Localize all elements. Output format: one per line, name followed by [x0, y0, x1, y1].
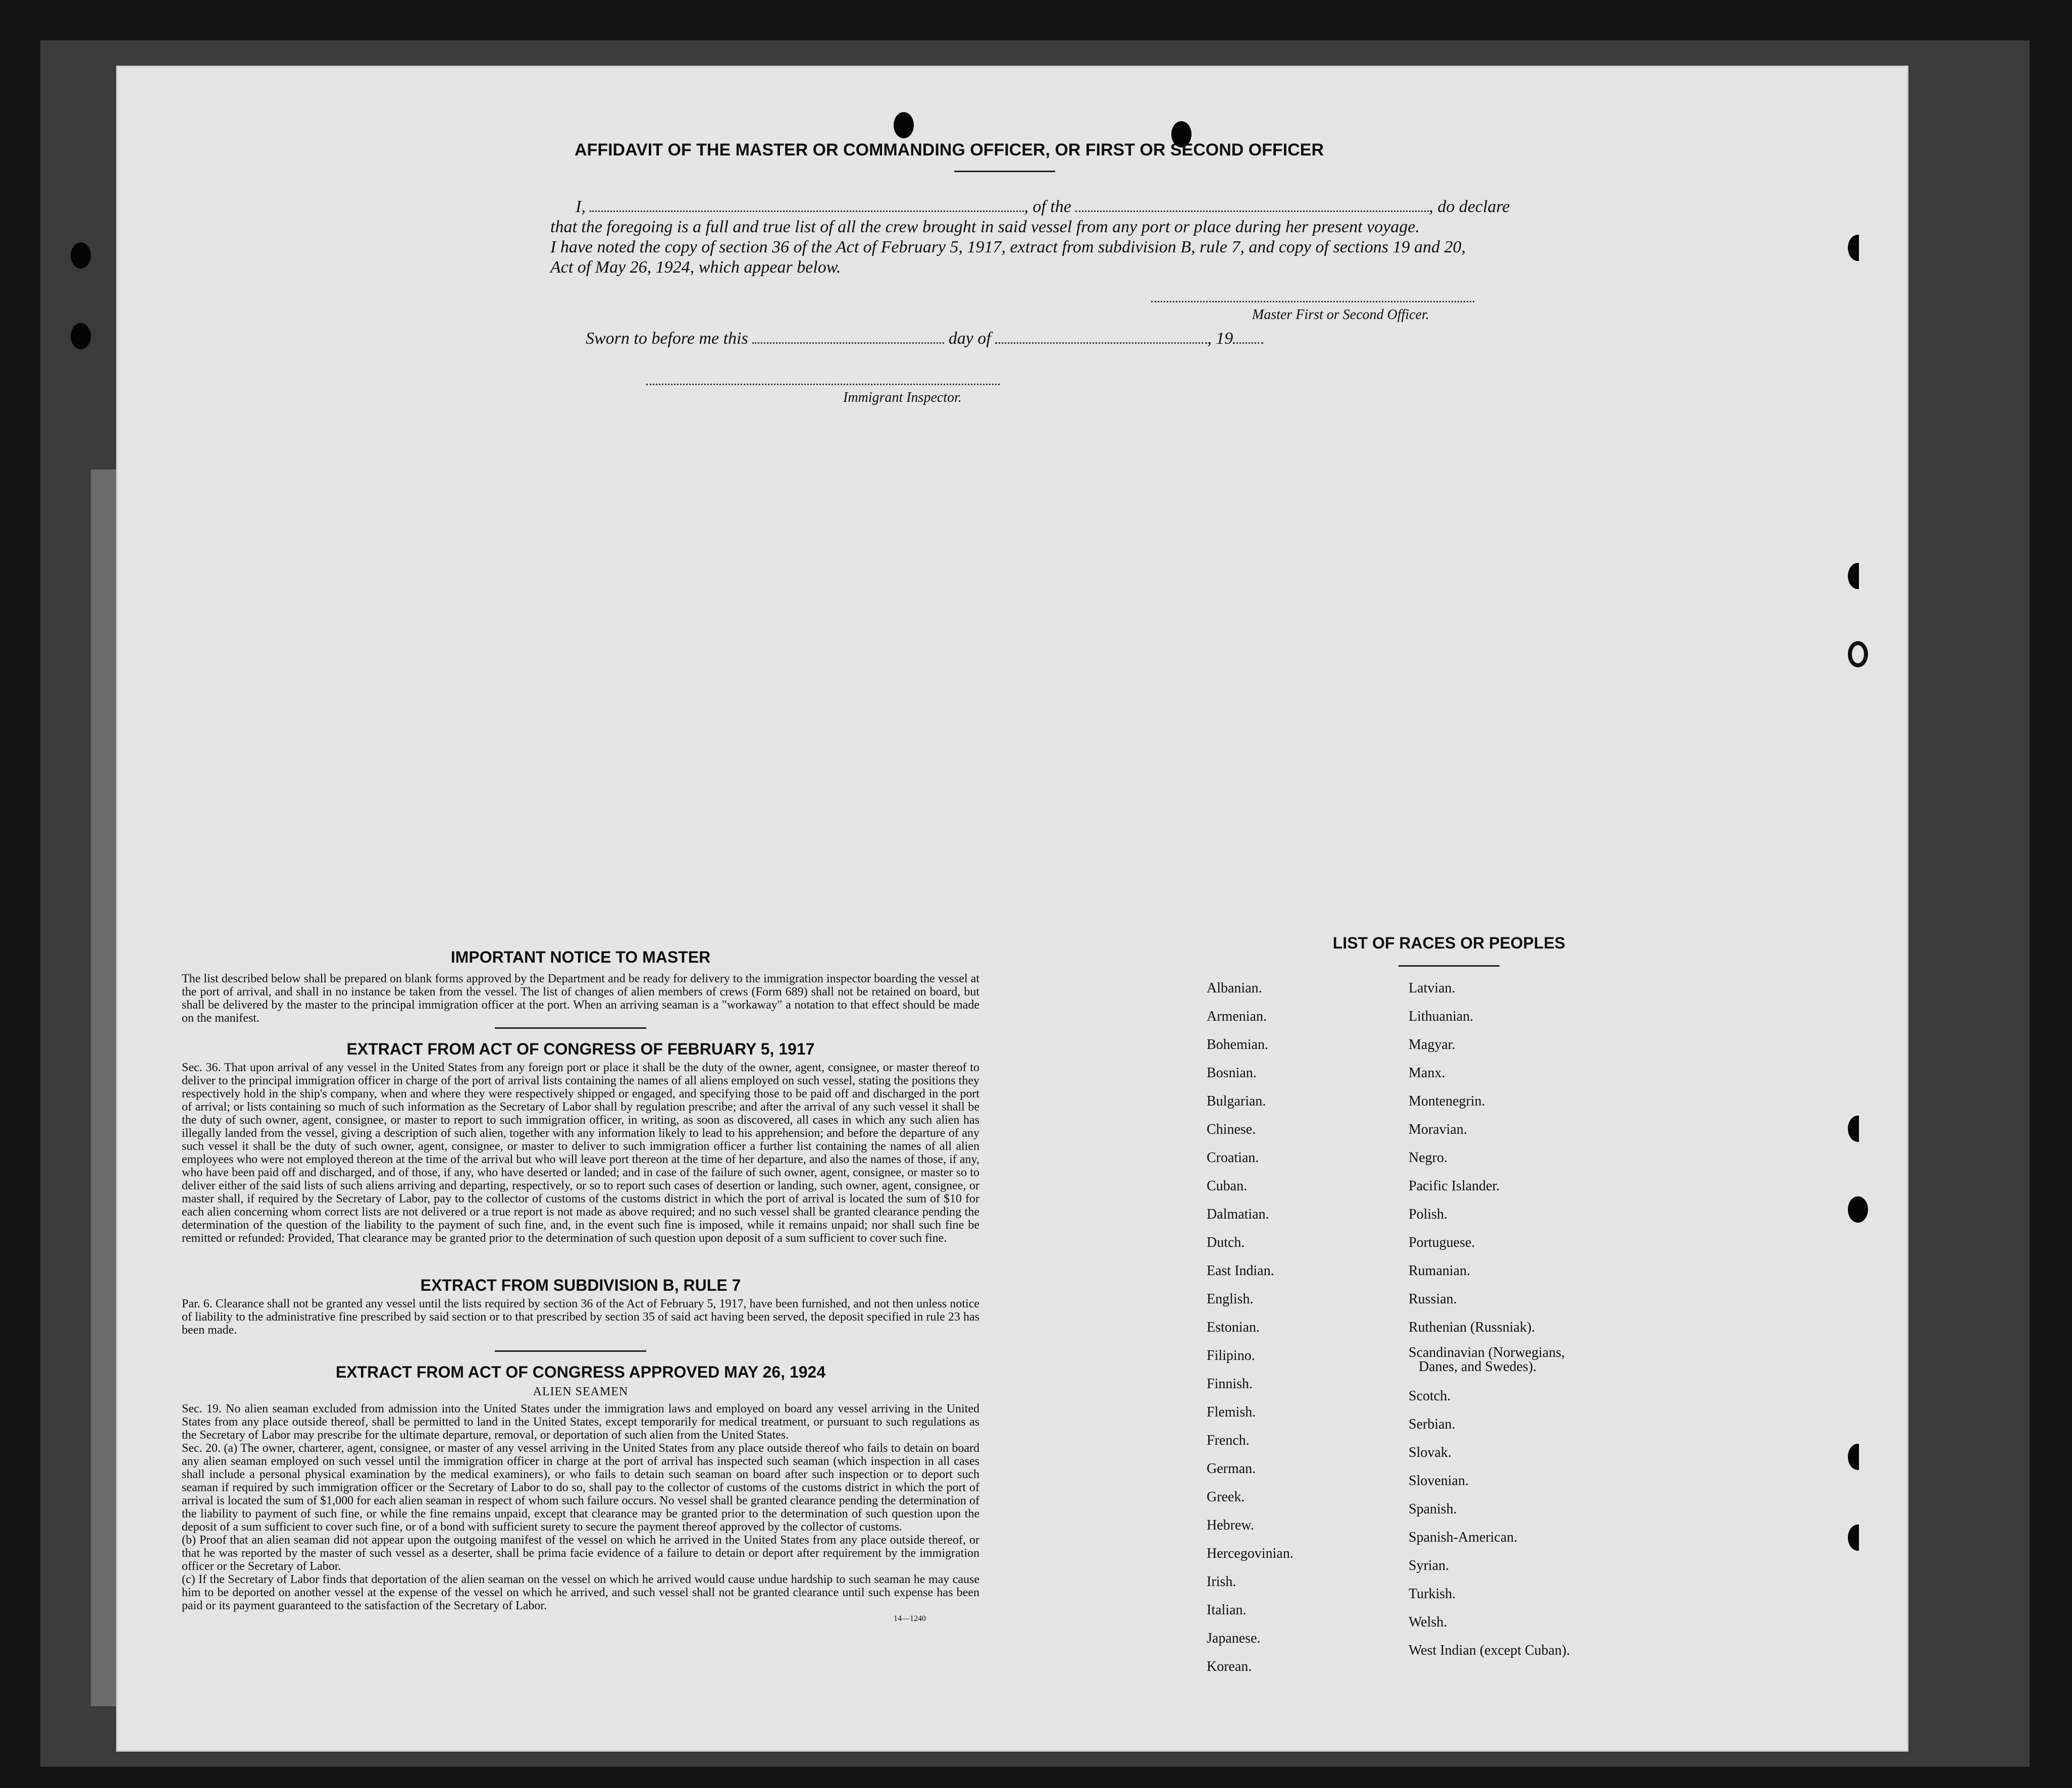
declarant-prefix: I, — [576, 197, 586, 216]
race-item: Syrian. — [1409, 1558, 1449, 1573]
race-item: Greek. — [1207, 1489, 1245, 1505]
race-item: Slovak. — [1409, 1445, 1452, 1460]
affidavit-text — [550, 197, 1631, 278]
notice-title: IMPORTANT NOTICE TO MASTER — [450, 948, 711, 966]
extract-1924-body — [182, 1402, 979, 1612]
sworn-line — [586, 329, 1263, 348]
race-item: Cuban. — [1207, 1178, 1248, 1194]
year-prefix-text: , 19 — [1207, 329, 1233, 348]
affidavit-line-3: I have noted the copy of section 36 of the Act of February 5, 1917, extract from subdivision B, rule 7, and copy of sections 19 and 20, — [550, 238, 1466, 256]
race-item: Moravian. — [1409, 1122, 1467, 1137]
race-item: Spanish. — [1409, 1501, 1457, 1517]
race-item: Bohemian. — [1207, 1037, 1269, 1053]
race-item: Lithuanian. — [1409, 1009, 1474, 1024]
declarant-name-field[interactable] — [590, 211, 1024, 212]
divider — [495, 1027, 646, 1029]
punch-hole — [1848, 563, 1868, 589]
race-item: Finnish. — [1207, 1376, 1253, 1392]
race-item: Estonian. — [1207, 1320, 1260, 1335]
race-item: West Indian (except Cuban). — [1409, 1643, 1570, 1658]
race-item: Armenian. — [1207, 1009, 1267, 1024]
notice-body: The list described below shall be prepared on blank forms approved by the Department and be ready for delivery to the immigration inspector boarding the vessel at the port of arrival, and shall in no instance be taken from the vessel. The list of changes of alien members of crews (Form 689) shall not be retained on board, but shall be delivered by the master to the principal immigration officer at the port. When an arriving seaman is a "workaway" a notation to that effect should be made on the manifest. — [182, 972, 979, 1025]
race-item: Danes, and Swedes). — [1419, 1359, 1537, 1375]
race-item: English. — [1207, 1291, 1254, 1307]
race-item: Turkish. — [1409, 1586, 1456, 1602]
races-column-2 — [1409, 974, 1570, 1665]
extract-1924-subtitle: ALIEN SEAMEN — [533, 1385, 629, 1398]
extract-1924-title: EXTRACT FROM ACT OF CONGRESS APPROVED MAY 26, 1924 — [335, 1363, 826, 1381]
race-item: Filipino. — [1207, 1348, 1255, 1363]
race-item: Manx. — [1409, 1065, 1445, 1081]
affidavit-line-2: that the foregoing is a full and true list of all the crew brought in said vessel from any port or place during her present voyage. — [550, 218, 1420, 236]
section-20a: Sec. 20. (a) The owner, charterer, agent, consignee, or master of any vessel arriving in the United States from any place outside thereof who fails to detain on board any alien seaman employed on such vessel until the immigration officer in charge at the port of arrival has inspected such seaman (which inspection in all cases shall include a personal physical examination by the medical examiners), or who fails to detain such seaman on board after such inspection or to deport such seaman if required by such immigration officer or the Secretary of Labor to do so, shall pay to the collector of customs of the customs district in which the port of arrival is located the sum of $1,000 for each alien seaman in respect of whom such failure occurs. No vessel shall be granted clearance pending the determination of the liability to payment of such fine, or while the fine remains unpaid, except that clearance may be granted prior to the determination of such question upon the deposit of a sum sufficient to cover such fine, or of a bond with sufficient surety to secure the payment thereof approved by the collector of customs. — [182, 1442, 979, 1534]
race-item: Hercegovinian. — [1207, 1546, 1293, 1561]
punch-hole — [894, 112, 914, 138]
section-20c: (c) If the Secretary of Labor finds that deportation of the alien seaman on the vessel on which he arrived would cause undue hardship to such seaman he may cause him to be deported on another vessel at the expense of the vessel on which he arrived, and such vessel shall not be granted clearance until such expense has been paid or its payment guaranteed to the satisfaction of the Secretary of Labor. — [182, 1573, 979, 1612]
race-item: Russian. — [1409, 1291, 1457, 1307]
sworn-day-field[interactable] — [752, 342, 944, 344]
extract-1917-title: EXTRACT FROM ACT OF CONGRESS OF FEBRUARY 5, 1917 — [346, 1040, 815, 1058]
inspector-signature-line[interactable] — [646, 384, 1000, 385]
divider — [495, 1350, 646, 1352]
race-item: Latvian. — [1409, 980, 1456, 996]
race-item: Korean. — [1207, 1659, 1252, 1674]
race-item: French. — [1207, 1433, 1250, 1448]
form-number: 14—1240 — [894, 1614, 926, 1623]
race-item: Japanese. — [1207, 1631, 1261, 1646]
races-title: LIST OF RACES OR PEOPLES — [1332, 934, 1566, 952]
race-item: East Indian. — [1207, 1263, 1274, 1279]
document-page — [116, 66, 1908, 1752]
of-the-text: , of the — [1024, 197, 1071, 216]
inspector-signature-label: Immigrant Inspector. — [843, 390, 962, 405]
sworn-text: Sworn to before me this — [586, 329, 748, 348]
race-item: Dalmatian. — [1207, 1206, 1269, 1222]
do-declare-text: , do declare — [1429, 197, 1510, 216]
races-column-1 — [1207, 974, 1293, 1681]
punch-hole — [1848, 1116, 1868, 1142]
race-item: Scandinavian (Norwegians, — [1409, 1345, 1565, 1360]
punch-hole — [1848, 641, 1868, 667]
punch-hole — [71, 323, 91, 349]
section-19: Sec. 19. No alien seaman excluded from admission into the United States under the immigration laws and employed on board any vessel arriving in the United States from any place outside thereof, shall be permitted to land in the United States, except temporarily for medical treatment, or pursuant to such regulations as the Secretary of Labor may prescribe for the ultimate departure, removal, or deportation of such alien from the United States. — [182, 1402, 979, 1442]
race-item: Rumanian. — [1409, 1263, 1471, 1279]
race-item: Pacific Islander. — [1409, 1178, 1500, 1194]
race-item: Negro. — [1409, 1150, 1447, 1166]
race-item: Dutch. — [1207, 1235, 1245, 1250]
race-item: Chinese. — [1207, 1122, 1256, 1137]
affidavit-line-4: Act of May 26, 1924, which appear below. — [550, 258, 841, 277]
punch-hole — [1848, 1524, 1868, 1551]
punch-hole — [1848, 1196, 1868, 1223]
vessel-name-field[interactable] — [1075, 211, 1429, 212]
punch-hole — [1848, 1444, 1868, 1470]
master-signature-line[interactable] — [1151, 301, 1474, 302]
sworn-month-field[interactable] — [995, 342, 1207, 344]
affidavit-line-1 — [550, 197, 1631, 217]
race-item: Bosnian. — [1207, 1065, 1257, 1081]
race-item: Montenegrin. — [1409, 1093, 1485, 1109]
rule7-body: Par. 6. Clearance shall not be granted any vessel until the lists required by section 36 of the Act of February 5, 1917, have been furnished, and not then unless notice of liability to the administrative fine prescribed by said section or to that prescribed by section 35 of said act having been served, the deposit specified in rule 23 has been made. — [182, 1297, 979, 1337]
race-item: Flemish. — [1207, 1404, 1256, 1420]
race-item: Albanian. — [1207, 980, 1262, 996]
race-item: Spanish-American. — [1409, 1530, 1518, 1545]
race-item: Irish. — [1207, 1574, 1236, 1590]
master-signature-label: Master First or Second Officer. — [1252, 307, 1429, 323]
race-item: Hebrew. — [1207, 1517, 1254, 1533]
day-of-text: day of — [948, 329, 991, 348]
race-item: Portuguese. — [1409, 1235, 1475, 1250]
race-item: Croatian. — [1207, 1150, 1259, 1166]
divider — [1398, 965, 1499, 967]
race-item: Italian. — [1207, 1602, 1247, 1618]
sworn-year-field[interactable] — [1233, 342, 1263, 344]
race-item: German. — [1207, 1461, 1256, 1477]
divider — [954, 171, 1055, 172]
rule7-title: EXTRACT FROM SUBDIVISION B, RULE 7 — [420, 1276, 741, 1294]
race-item: Slovenian. — [1409, 1473, 1469, 1489]
race-item: Welsh. — [1409, 1614, 1447, 1630]
race-item: Magyar. — [1409, 1037, 1456, 1053]
race-item: Ruthenian (Russniak). — [1409, 1320, 1535, 1335]
race-item: Bulgarian. — [1207, 1093, 1266, 1109]
affidavit-title: AFFIDAVIT OF THE MASTER OR COMMANDING OFFICER, OR FIRST OR SECOND OFFICER — [575, 140, 1324, 160]
punch-hole — [1848, 235, 1868, 261]
section-20b: (b) Proof that an alien seaman did not appear upon the outgoing manifest of the vessel on which he arrived in the United States from any place outside thereof, or that he was reported by the master of such vessel as a deserter, shall be prima facie evidence of a failure to detain or deport after requirement by the immigration officer or the Secretary of Labor. — [182, 1534, 979, 1573]
punch-hole — [71, 242, 91, 269]
race-item: Polish. — [1409, 1206, 1448, 1222]
extract-1917-body: Sec. 36. That upon arrival of any vessel in the United States from any foreign port or place it shall be the duty of the owner, agent, consignee, or master thereof to deliver to the principal immigration officer in charge of the port of arrival lists containing the names of all aliens employed on such vessel, stating the positions they respectively hold in the ship's company, when and where they were respectively shipped or engaged, and specifying those to be paid off and discharged in the port of arrival; or lists containing so much of such information as the Secretary of Labor shall by regulation prescribe; and after the arrival of any such vessel it shall be the duty of such owner, agent, consignee, or master to report to such immigration officer, in writing, as soon as discovered, all cases in which any such alien has illegally landed from the vessel, giving a description of such alien, together with any information likely to lead to his apprehension; and before the departure of any such vessel it shall be the duty of such owner, agent, consignee, or master to deliver to such immigration officer a further list containing the names of all alien employees who were not employed thereon at the time of the arrival but who will leave port thereon at the time of her departure, and also the names of those, if any, who have been paid off and discharged, and of those, if any, who have deserted or landed; and in case of the failure of such owner, agent, consignee, or master so to deliver either of the said lists of such aliens arriving and departing, respectively, or so to report such cases of desertion or landing, such owner, agent, consignee, or master shall, if required by the Secretary of Labor, pay to the collector of customs of the customs district in which the port of arrival is located the sum of $10 for each alien concerning whom correct lists are not delivered or a true report is not made as above required; and no such vessel shall be granted clearance pending the determination of the question of the liability to the payment of such fine, and, in the event such fine is imposed, while it remains unpaid; nor shall such fine be remitted or refunded: Provided, That clearance may be granted prior to the determination of such question upon deposit of a sum sufficient to cover such fine. — [182, 1061, 979, 1245]
race-item: Scotch. — [1409, 1388, 1451, 1404]
race-item: Serbian. — [1409, 1416, 1456, 1432]
